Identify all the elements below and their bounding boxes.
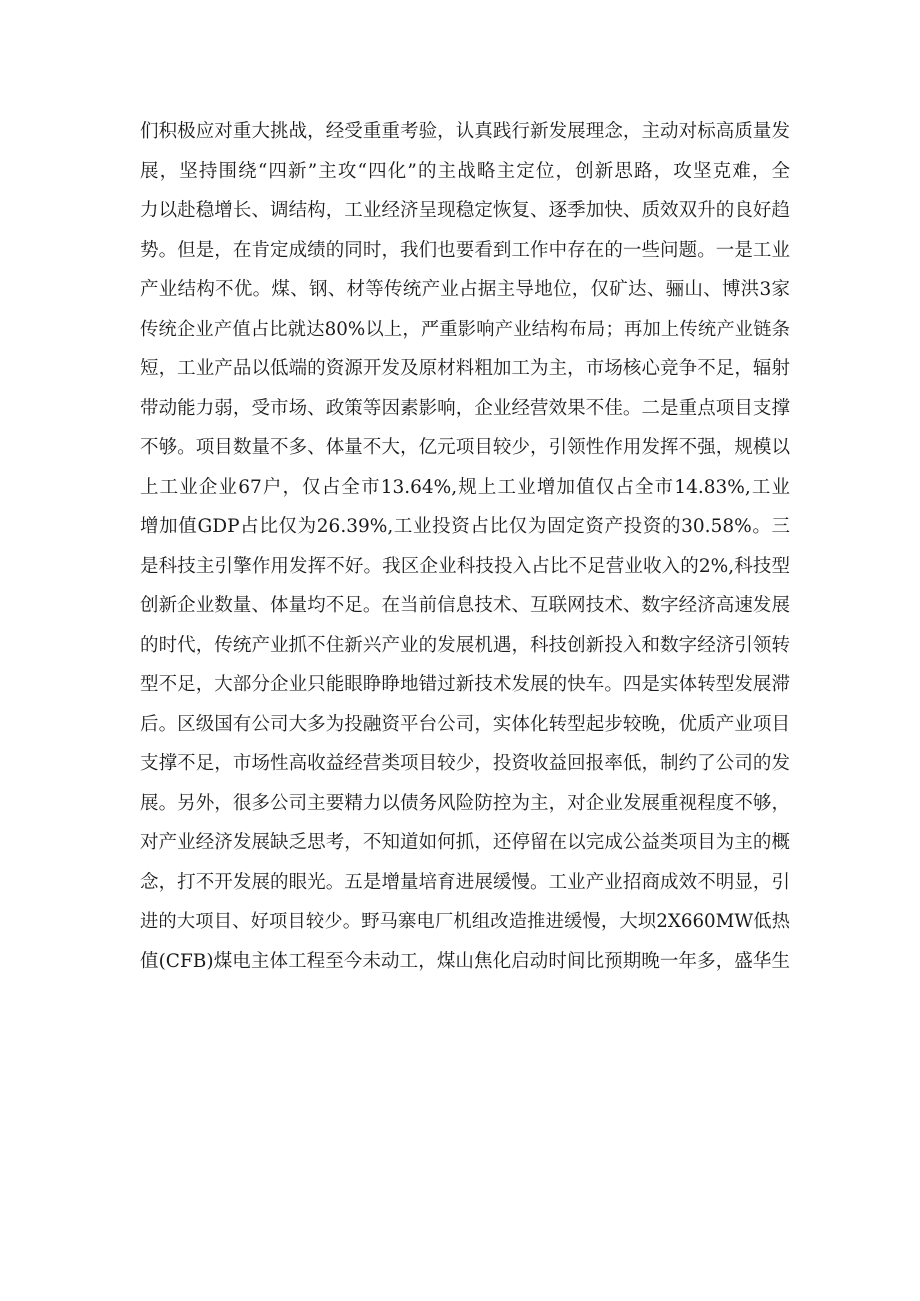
text-line: 产业结构不优。煤、钢、材等传统产业占据主导地位，仅矿达、骊山、博洪3家 <box>140 279 790 300</box>
text-line: 是科技主引擎作用发挥不好。我区企业科技投入占比不足营业收入的2%,科技型 <box>140 555 790 577</box>
text-line: 展。另外，很多公司主要精力以债务风险防控为主，对企业发展重视程度不够， <box>140 792 790 814</box>
text-line: 短，工业产品以低端的资源开发及原材料粗加工为主，市场核心竞争不足，辐射 <box>140 358 790 379</box>
text-line: 的时代，传统产业抓不住新兴产业的发展机遇，科技创新投入和数字经济引领转 <box>140 634 790 656</box>
text-line: 带动能力弱，受市场、政策等因素影响，企业经营效果不佳。二是重点项目支撑 <box>140 397 790 419</box>
text-line: 不够。项目数量不多、体量不大，亿元项目较少，引领性作用发挥不强，规模以 <box>140 437 790 458</box>
text-line: 进的大项目、好项目较少。野马寨电厂机组改造推进缓慢，大坝2X660MW低热 <box>140 911 790 932</box>
text-line: 展，坚持围绕“四新”主攻“四化”的主战略主定位，创新思路，攻坚克难，全 <box>140 160 790 182</box>
text-line: 势。但是，在肯定成绩的同时，我们也要看到工作中存在的一些问题。一是工业 <box>140 239 790 261</box>
text-line: 后。区级国有公司大多为投融资平台公司，实体化转型起步较晚，优质产业项目 <box>140 713 790 735</box>
text-line: 增加值GDP占比仅为26.39%,工业投资占比仅为固定资产投资的30.58%。三 <box>140 516 790 537</box>
text-line: 对产业经济发展缺乏思考，不知道如何抓，还停留在以完成公益类项目为主的概 <box>140 832 790 853</box>
text-line: 力以赴稳增长、调结构，工业经济呈现稳定恢复、逐季加快、质效双升的良好趋 <box>140 200 790 221</box>
text-line: 念，打不开发展的眼光。五是增量培育进展缓慢。工业产业招商成效不明显，引 <box>140 871 790 893</box>
text-line: 创新企业数量、体量均不足。在当前信息技术、互联网技术、数字经济高速发展 <box>140 595 790 616</box>
text-line: 型不足，大部分企业只能眼睁睁地错过新技术发展的快车。四是实体转型发展滞 <box>140 674 790 695</box>
body-text <box>140 112 790 981</box>
text-line: 们积极应对重大挑战，经受重重考验，认真践行新发展理念，主动对标高质量发 <box>140 121 790 142</box>
text-line: 上工业企业67户，仅占全市13.64%,规上工业增加值仅占全市14.83%,工业 <box>140 476 790 498</box>
text-line: 支撑不足，市场性高收益经营类项目较少，投资收益回报率低，制约了公司的发 <box>140 753 790 774</box>
text-line: 值(CFB)煤电主体工程至今未动工，煤山焦化启动时间比预期晚一年多，盛华生 <box>140 950 790 972</box>
text-line: 传统企业产值占比就达80%以上，严重影响产业结构布局；再加上传统产业链条 <box>140 318 790 340</box>
